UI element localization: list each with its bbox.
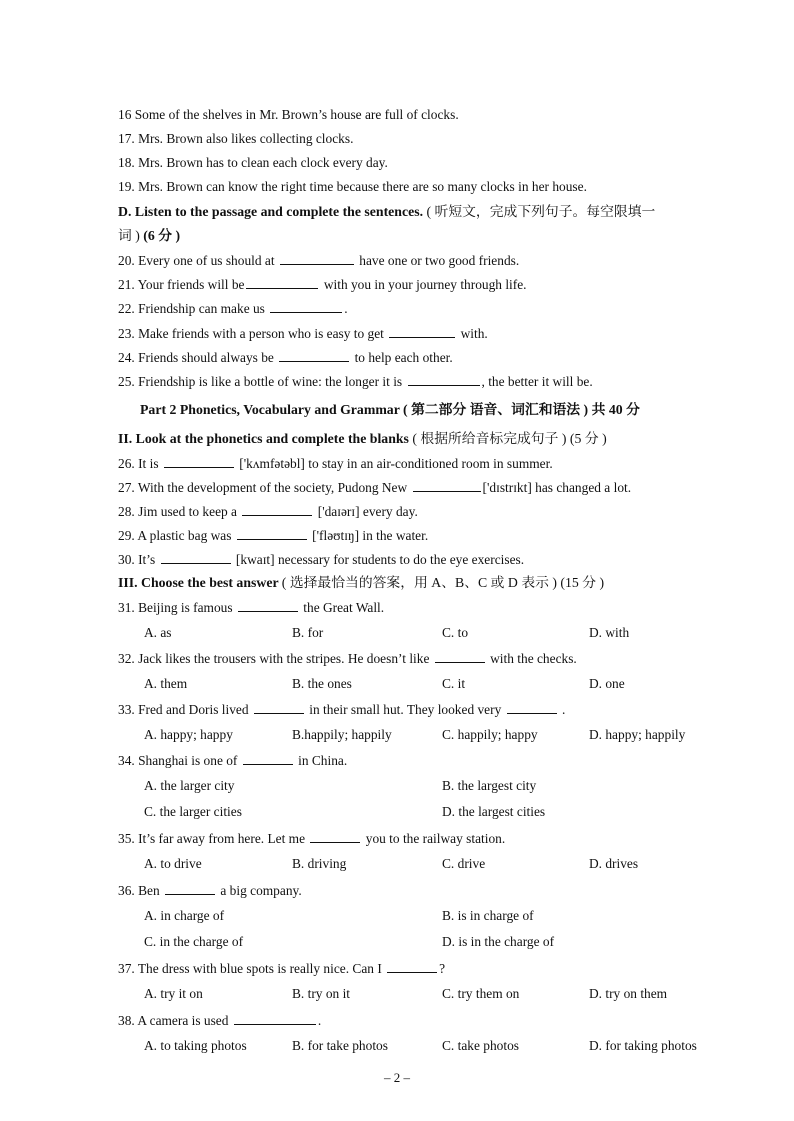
question-35: 35. It’s far away from here. Let me you to the railway station. [118,831,506,846]
option-b[interactable]: B. the ones [292,676,352,691]
option-c[interactable]: C. it [442,676,466,691]
option-c[interactable]: C. take photos [442,1038,519,1053]
question-38: 38. A camera is used . [118,1013,322,1028]
option-b[interactable]: B. the largest city [442,778,537,793]
option-a[interactable]: A. as [144,625,172,640]
section-ii-instruction: ( 根据所给音标完成句子 ) (5 分 ) [412,431,607,446]
option-d[interactable]: D. happy; happily [589,727,686,742]
option-a[interactable]: A. them [144,676,188,691]
option-d[interactable]: D. try on them [589,986,668,1001]
item-16: 16 Some of the shelves in Mr. Brown’s house are full of clocks. [118,107,459,122]
item-21: 21. Your friends will be with you in your journey through life. [118,277,527,292]
question-34: 34. Shanghai is one of in China. [118,753,348,768]
item-22: 22. Friendship can make us . [118,301,348,316]
option-a[interactable]: A. happy; happy [144,727,233,742]
option-b[interactable]: B. try on it [292,986,351,1001]
option-c[interactable]: C. to [442,625,469,640]
part2-subtitle: ( 第二部分 语音、词汇和语法 ) 共 40 分 [403,402,640,417]
answer-blank[interactable] [280,252,354,265]
section-iii-title: III. Choose the best answer [118,575,279,590]
question-37: 37. The dress with blue spots is really nice. Can I ? [118,961,446,976]
answer-blank[interactable] [164,455,234,468]
section-ii-heading [118,431,607,447]
option-d[interactable]: D. is in the charge of [442,934,555,949]
item-19: 19. Mrs. Brown can know the right time because there are so many clocks in her house. [118,179,587,194]
answer-blank[interactable] [242,503,312,516]
answer-blank[interactable] [310,830,360,843]
section-d-instruction: ( 听短文，完成下列句子。每空限填一 [426,204,656,219]
answer-blank[interactable] [165,882,215,895]
option-c[interactable]: C. drive [442,856,486,871]
part2-title: Part 2 Phonetics, Vocabulary and Grammar [140,402,400,417]
option-a[interactable]: A. in charge of [144,908,225,923]
option-d[interactable]: D. one [589,676,625,691]
item-29: 29. A plastic bag was ['fləʊtɪŋ] in the water. [118,528,429,543]
answer-blank[interactable] [413,479,481,492]
answer-blank[interactable] [389,325,455,338]
item-17: 17. Mrs. Brown also likes collecting clocks. [118,131,354,146]
option-d[interactable]: D. drives [589,856,639,871]
question-36: 36. Ben a big company. [118,883,302,898]
item-23: 23. Make friends with a person who is easy to get with. [118,326,488,341]
option-c[interactable]: C. try them on [442,986,520,1001]
section-d-instruction-cont: 词 ) [118,228,140,243]
option-b[interactable]: B. is in charge of [442,908,534,923]
item-30: 30. It’s [kwaɪt] necessary for students to do the eye exercises. [118,552,525,567]
answer-blank[interactable] [161,551,231,564]
option-a[interactable]: A. try it on [144,986,203,1001]
item-18: 18. Mrs. Brown has to clean each clock every day. [118,155,388,170]
option-a[interactable]: A. to taking photos [144,1038,247,1053]
item-28: 28. Jim used to keep a ['daɪərɪ] every day. [118,504,418,519]
option-d[interactable]: D. for taking photos [589,1038,697,1053]
item-24: 24. Friends should always be to help each other. [118,350,453,365]
question-31: 31. Beijing is famous the Great Wall. [118,600,385,615]
option-d[interactable]: D. with [589,625,630,640]
option-b[interactable]: B. for take photos [292,1038,388,1053]
answer-blank[interactable] [507,701,557,714]
option-c[interactable]: C. the larger cities [144,804,242,819]
answer-blank[interactable] [246,276,318,289]
item-20: 20. Every one of us should at have one or two good friends. [118,253,520,268]
option-c[interactable]: C. in the charge of [144,934,244,949]
option-c[interactable]: C. happily; happy [442,727,538,742]
section-iii-instruction: ( 选择最恰当的答案，用 A、B、C 或 D 表示 ) (15 分 ) [281,575,605,590]
answer-blank[interactable] [270,300,342,313]
answer-blank[interactable] [279,349,349,362]
option-b[interactable]: B. for [292,625,324,640]
answer-blank[interactable] [237,527,307,540]
answer-blank[interactable] [238,599,298,612]
option-b[interactable]: B. driving [292,856,347,871]
question-33: 33. Fred and Doris lived in their small hut. They looked very . [118,702,566,717]
answer-blank[interactable] [387,960,437,973]
item-25: 25. Friendship is like a bottle of wine: the longer it is , the better it will be. [118,374,593,389]
item-27: 27. With the development of the society, Pudong New ['dɪstrɪkt] has changed a lot. [118,480,632,495]
part2-heading [140,402,640,418]
section-d-heading [118,204,655,220]
section-d-score: (6 分 ) [143,228,181,243]
question-32: 32. Jack likes the trousers with the stripes. He doesn’t like with the checks. [118,651,577,666]
section-d-title: D. Listen to the passage and complete the sentences. [118,204,424,219]
section-d-heading-cont [118,228,180,244]
answer-blank[interactable] [234,1012,316,1025]
option-b[interactable]: B.happily; happily [292,727,392,742]
section-iii-heading [118,575,604,591]
item-26: 26. It is ['kʌmfətəbl] to stay in an air-conditioned room in summer. [118,456,553,471]
section-ii-title: II. Look at the phonetics and complete the blanks [118,431,409,446]
answer-blank[interactable] [408,373,480,386]
answer-blank[interactable] [435,650,485,663]
option-a[interactable]: A. to drive [144,856,202,871]
page-number: – 2 – [384,1070,410,1085]
answer-blank[interactable] [243,752,293,765]
option-a[interactable]: A. the larger city [144,778,235,793]
answer-blank[interactable] [254,701,304,714]
option-d[interactable]: D. the largest cities [442,804,546,819]
